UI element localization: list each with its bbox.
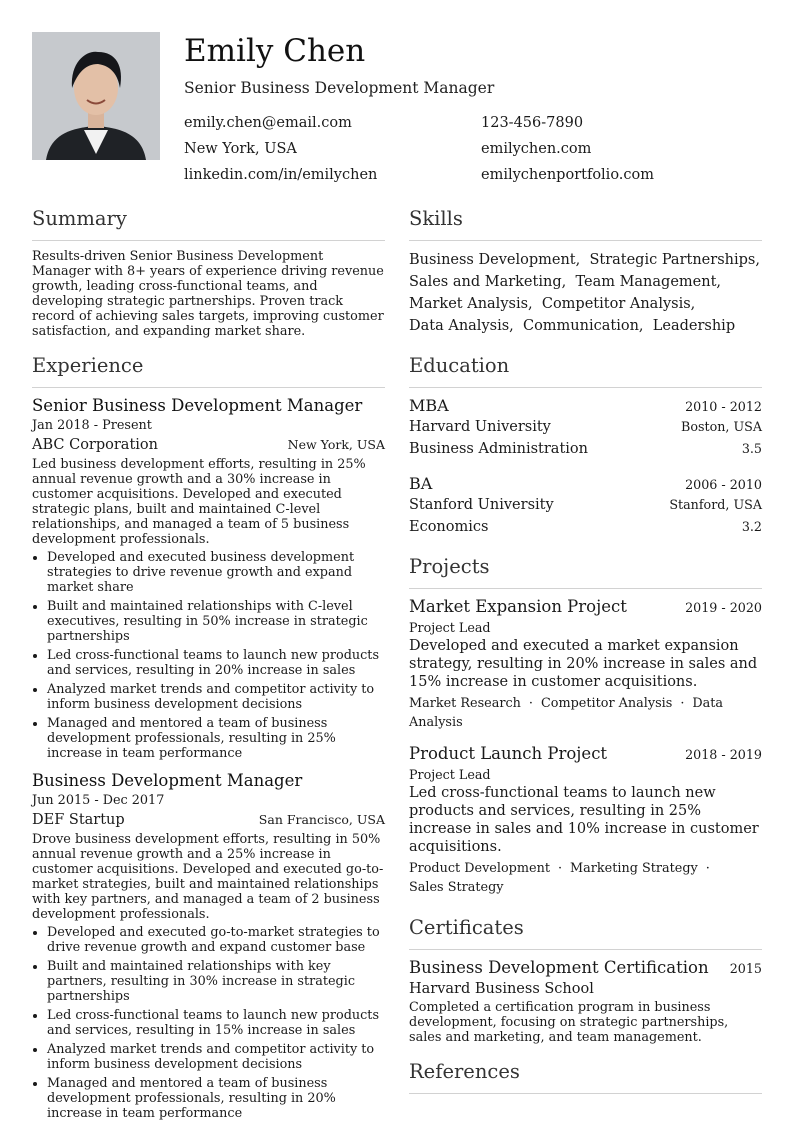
project-years: 2018 - 2019 <box>685 747 762 762</box>
project-tags <box>409 694 762 732</box>
job-description: Led business development efforts, resulting in 25% annual revenue growth and a 30% increase in customer acquisitions. Developed and executed strategic plans, built and maintained C-level relationships, and managed a team of 5 business development professionals. <box>32 457 366 547</box>
job-company: ABC Corporation <box>32 437 158 453</box>
education-entry <box>409 396 762 460</box>
tag-separator: · <box>528 696 533 711</box>
project-title: Market Expansion Project <box>409 597 627 616</box>
job-dates: Jun 2015 - Dec 2017 <box>32 793 165 808</box>
certificate-title: Business Development Certification <box>409 958 709 977</box>
job-location: New York, USA <box>287 437 385 452</box>
job-bullet: • Managed and mentored a team of business development professionals, resulting in 20% increase in team performance <box>47 1076 385 1121</box>
job-title: Business Development Manager <box>32 771 303 790</box>
project-tag: Sales Strategy <box>409 880 504 895</box>
contact-email[interactable]: emily.chen@email.com <box>184 115 352 131</box>
certificates-heading: Certificates <box>409 916 524 939</box>
section-divider <box>32 240 385 241</box>
education-gpa: 3.5 <box>741 441 762 456</box>
job-bullet: • Developed and executed go-to-market strategies to drive revenue growth and expand customer base <box>47 925 385 955</box>
section-divider <box>32 387 385 388</box>
job-description: Drove business development efforts, resulting in 50% annual revenue growth and a 25% increase in customer acquisitions. Developed and executed go-to-market strategies, built and maintained relationships with key partners, and managed a team of 2 business development professionals. <box>32 832 384 922</box>
contact-linkedin[interactable]: linkedin.com/in/emilychen <box>184 167 378 183</box>
job-bullet: • Built and maintained relationships with C-level executives, resulting in 50% increase in strategic partnerships <box>47 599 385 644</box>
job-title: Senior Business Development Manager <box>32 396 363 415</box>
candidate-title: Senior Business Development Manager <box>184 79 495 97</box>
profile-photo <box>32 32 160 160</box>
job-bullets <box>32 550 385 761</box>
skill-item: Leadership <box>652 318 736 334</box>
job-bullet: • Managed and mentored a team of business development professionals, resulting in 25% increase in team performance <box>47 716 385 761</box>
job-dates: Jan 2018 - Present <box>32 418 152 433</box>
project-tag: Marketing Strategy <box>570 861 698 876</box>
job-location: San Francisco, USA <box>258 812 385 827</box>
job-entry <box>32 396 385 761</box>
job-bullet: • Developed and executed business development strategies to drive revenue growth and expand market share <box>47 550 385 595</box>
project-description: Developed and executed a market expansion strategy, resulting in 20% increase in sales and 15% increase in customer acquisitions. <box>409 638 758 690</box>
project-description: Led cross-functional teams to launch new products and services, resulting in 25% increase in sales and 10% increase in customer acquisitions. <box>409 785 759 855</box>
job-bullet: • Analyzed market trends and competitor activity to inform business development decisions <box>47 1042 385 1072</box>
education-school: Harvard University <box>409 419 551 435</box>
skills-line <box>409 249 762 271</box>
references-section <box>409 1059 762 1094</box>
education-degree: BA <box>409 474 433 493</box>
education-field: Business Administration <box>409 441 588 457</box>
project-tag: Data Analysis <box>409 696 724 730</box>
section-divider <box>409 588 762 589</box>
project-tag: Competitor Analysis <box>540 696 673 711</box>
skills-line <box>409 271 762 293</box>
skill-item: Sales and Marketing, <box>409 274 567 290</box>
project-years: 2019 - 2020 <box>685 600 762 615</box>
experience-heading: Experience <box>32 354 144 377</box>
summary-text: Results-driven Senior Business Development Manager with 8+ years of experience driving revenue growth, leading cross-functional teams, and developing strategic partnerships. Proven track record of achieving sales targets, improving customer satisfaction, and expanding market share. <box>32 249 384 339</box>
education-entry <box>409 474 762 538</box>
job-company: DEF Startup <box>32 812 125 828</box>
project-entry <box>409 597 762 732</box>
project-role: Project Lead <box>409 767 491 782</box>
certificates-section <box>409 915 762 1045</box>
job-bullet: • Built and maintained relationships with key partners, resulting in 30% increase in strategic partnerships <box>47 959 385 1004</box>
certificate-issuer: Harvard Business School <box>409 981 594 997</box>
projects-heading: Projects <box>409 555 490 578</box>
references-heading: References <box>409 1060 520 1083</box>
skill-item: Competitor Analysis, <box>541 296 696 312</box>
skill-item: Market Analysis, <box>409 296 533 312</box>
summary-heading: Summary <box>32 207 127 230</box>
section-divider <box>409 949 762 950</box>
contact-location: New York, USA <box>184 141 297 157</box>
education-years: 2010 - 2012 <box>685 399 762 414</box>
job-bullet: • Led cross-functional teams to launch new products and services, resulting in 20% increase in sales <box>47 648 385 678</box>
skill-item: Business Development, <box>409 252 581 268</box>
job-bullet: • Analyzed market trends and competitor activity to inform business development decisions <box>47 682 385 712</box>
section-divider <box>409 240 762 241</box>
project-tag: Product Development <box>409 861 550 876</box>
projects-section <box>409 554 762 897</box>
skill-item: Team Management, <box>575 274 722 290</box>
skill-item: Strategic Partnerships, <box>589 252 760 268</box>
tag-separator: · <box>557 861 563 876</box>
candidate-name: Emily Chen <box>184 33 366 69</box>
education-location: Boston, USA <box>681 419 762 434</box>
project-tag: Market Research <box>409 696 521 711</box>
experience-section <box>32 353 385 1121</box>
project-entry <box>409 744 762 897</box>
skills-section <box>409 206 762 337</box>
project-title: Product Launch Project <box>409 744 608 763</box>
left-column <box>32 206 385 1125</box>
education-years: 2006 - 2010 <box>685 477 762 492</box>
project-role: Project Lead <box>409 620 491 635</box>
profile-photo-image <box>32 32 160 160</box>
certificate-year: 2015 <box>729 961 762 976</box>
skill-item: Communication, <box>522 318 644 334</box>
education-field: Economics <box>409 519 489 535</box>
skills-line <box>409 293 762 315</box>
tag-separator: · <box>680 696 685 711</box>
section-divider <box>409 1093 762 1094</box>
education-location: Stanford, USA <box>669 497 762 512</box>
contact-phone[interactable]: 123-456-7890 <box>481 115 584 131</box>
skills-line <box>409 315 762 337</box>
contact-portfolio[interactable]: emilychenportfolio.com <box>481 167 655 183</box>
skills-heading: Skills <box>409 207 463 230</box>
tag-separator: · <box>705 861 710 876</box>
certificate-entry <box>409 958 762 1045</box>
job-entry <box>32 771 385 1121</box>
education-gpa: 3.2 <box>741 519 762 534</box>
job-bullets <box>32 925 385 1121</box>
skill-item: Data Analysis, <box>409 318 514 334</box>
education-school: Stanford University <box>409 497 554 513</box>
project-tags <box>409 859 762 897</box>
right-column <box>409 206 762 1102</box>
education-heading: Education <box>409 354 510 377</box>
certificate-description: Completed a certification program in business development, focusing on strategic partnerships, sales and marketing, and team management. <box>409 1000 729 1045</box>
contact-website[interactable]: emilychen.com <box>481 141 592 157</box>
summary-section <box>32 206 385 339</box>
section-divider <box>409 387 762 388</box>
education-section <box>409 353 762 538</box>
job-bullet: • Led cross-functional teams to launch new products and services, resulting in 15% increase in sales <box>47 1008 385 1038</box>
education-degree: MBA <box>409 396 449 415</box>
